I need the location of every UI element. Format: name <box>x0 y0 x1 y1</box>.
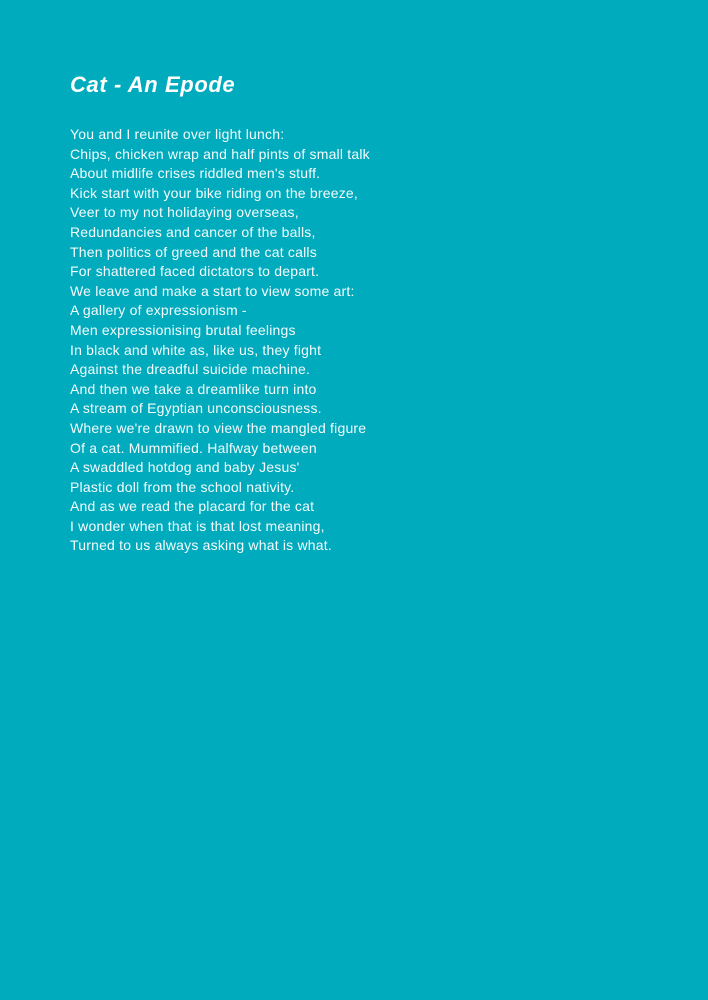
poem-line: In black and white as, like us, they fight <box>70 341 322 358</box>
poem-line: Of a cat. Mummified. Halfway between <box>70 439 317 456</box>
poem-line: Then politics of greed and the cat calls <box>70 243 317 260</box>
poem-title: Cat - An Epode <box>70 72 236 97</box>
poem-line: Where we're drawn to view the mangled figure <box>70 419 367 436</box>
poem-line: And then we take a dreamlike turn into <box>70 380 317 397</box>
poem-line: Redundancies and cancer of the balls, <box>70 223 316 240</box>
poem-line: A gallery of expressionism - <box>70 302 247 319</box>
poem-line: For shattered faced dictators to depart. <box>70 263 320 280</box>
poem-line: Kick start with your bike riding on the breeze, <box>70 184 358 201</box>
poem-line: Turned to us always asking what is what. <box>70 537 332 554</box>
poem-line: Against the dreadful suicide machine. <box>70 361 311 378</box>
poem-line: I wonder when that is that lost meaning, <box>70 517 325 534</box>
poem-line: Men expressionising brutal feelings <box>70 321 296 338</box>
poem-line: About midlife crises riddled men's stuff. <box>70 165 321 182</box>
poem-line: A swaddled hotdog and baby Jesus' <box>70 459 300 476</box>
poem-line: You and I reunite over light lunch: <box>70 126 285 142</box>
poem-line: A stream of Egyptian unconsciousness. <box>70 400 322 417</box>
poem-line: Veer to my not holidaying overseas, <box>70 204 299 221</box>
poem-body <box>70 125 668 556</box>
poem-line: Plastic doll from the school nativity. <box>70 478 295 495</box>
poem-line: We leave and make a start to view some art: <box>70 282 355 299</box>
poem-line: And as we read the placard for the cat <box>70 498 315 515</box>
poem-line: Chips, chicken wrap and half pints of small talk <box>70 145 370 162</box>
